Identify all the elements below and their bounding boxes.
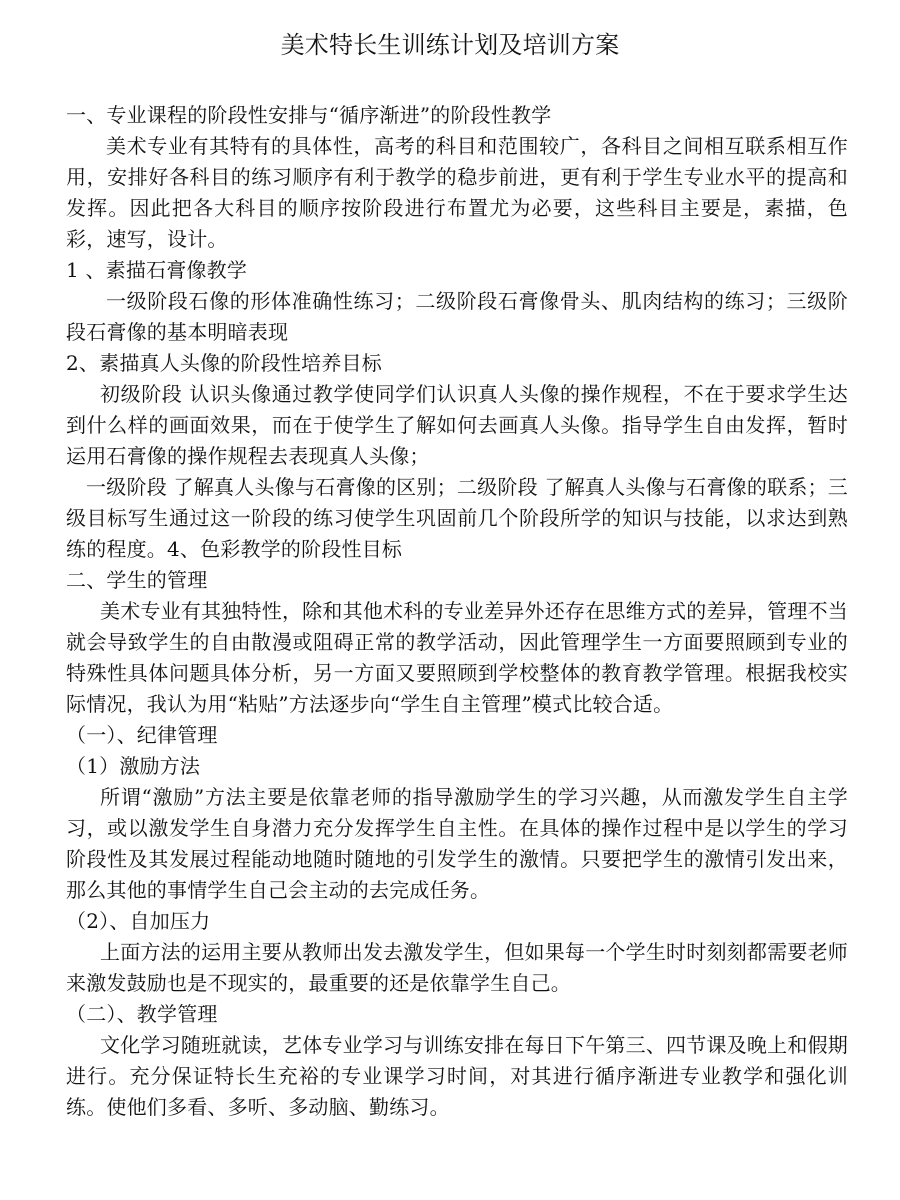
section-heading: 1 、素描石膏像教学: [66, 258, 248, 282]
paragraph: 所谓“激励”方法主要是依靠老师的指导激励学生的学习兴趣，从而激发学生自主学习，或以激发学生自身潜力充分发挥学生自主性。在具体的操作过程中是以学生的学习阶段性及其发展过程能动地随时随地的引发学生的激情。只要把学生的激情引发出来，那么其他的事情学生自己会主动的去完成任务。: [66, 785, 848, 902]
paragraph: 一级阶段石像的形体准确性练习；二级阶段石膏像骨头、肌肉结构的练习；三级阶段石膏像的基本明暗表现: [66, 289, 848, 344]
section-heading: 二、学生的管理: [66, 568, 208, 592]
paragraph: 美术专业有其特有的具体性，高考的科目和范围较广，各科目之间相互联系相互作用，安排好各科目的练习顺序有利于教学的稳步前进，更有利于学生专业水平的提高和发挥。因此把各大科目的顺序按阶段进行布置尤为必要，这些科目主要是，素描，色彩，速写，设计。: [66, 134, 848, 251]
section-heading: （1）激励方法: [66, 754, 201, 778]
section-heading: （一）、纪律管理: [66, 723, 218, 747]
section-heading: 一、专业课程的阶段性安排与“循序渐进”的阶段性教学: [66, 103, 552, 127]
paragraph: 初级阶段 认识头像通过教学使同学们认识真人头像的操作规程，不在于要求学生达到什么样的画面效果，而在于使学生了解如何去画真人头像。指导学生自由发挥，暂时运用石膏像的操作规程去表现真人头像；: [66, 382, 848, 468]
paragraph: 美术专业有其独特性，除和其他术科的专业差异外还存在思维方式的差异，管理不当就会导致学生的自由散漫或阻碍正常的教学活动，因此管理学生一方面要照顾到专业的特殊性具体问题具体分析，另一方面又要照顾到学校整体的教育教学管理。根据我校实际情况，我认为用“粘贴”方法逐步向“学生自主管理”模式比较合适。: [66, 599, 848, 716]
paragraph: 上面方法的运用主要从教师出发去激发学生，但如果每一个学生时时刻刻都需要老师来激发鼓励也是不现实的，最重要的还是依靠学生自己。: [66, 940, 848, 995]
section-heading: 2、素描真人头像的阶段性培养目标: [66, 351, 382, 375]
document-title: 美术特长生训练计划及培训方案: [280, 31, 620, 59]
document-body: [66, 100, 848, 1123]
section-heading: （2）、自加压力: [66, 909, 211, 933]
paragraph: 文化学习随班就读，艺体专业学习与训练安排在每日下午第三、四节课及晚上和假期进行。充分保证特长生充裕的专业课学习时间，对其进行循序渐进专业教学和强化训练。使他们多看、多听、多动脑、勤练习。: [66, 1033, 848, 1119]
section-heading: （二）、教学管理: [66, 1002, 218, 1026]
paragraph: 一级阶段 了解真人头像与石膏像的区别；二级阶段 了解真人头像与石膏像的联系；三级目标写生通过这一阶段的练习使学生巩固前几个阶段所学的知识与技能，以求达到熟练的程度。4、色彩教学的阶段性目标: [66, 475, 848, 561]
